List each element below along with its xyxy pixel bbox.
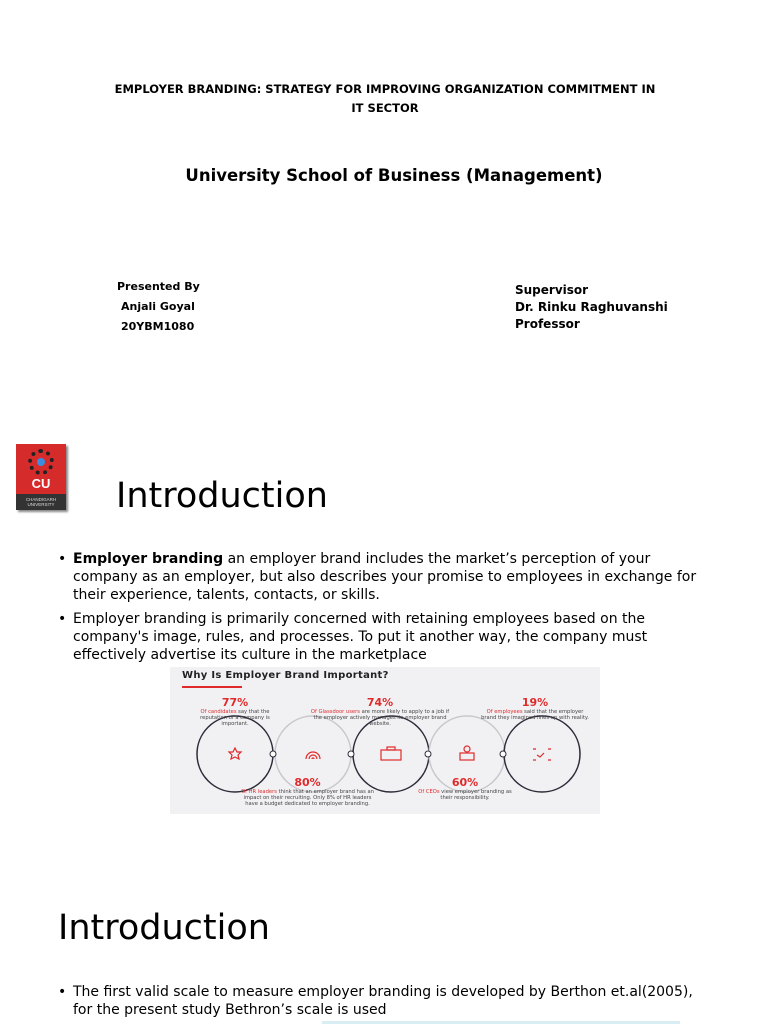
fingerprint-icon [306, 752, 320, 759]
supervisor-label: Supervisor [515, 283, 589, 297]
presenter-name: Anjali Goyal [121, 300, 195, 313]
stat-60: 60% Of CEOs view employer branding as their responsibility. [418, 776, 512, 801]
slide3-bullets [56, 983, 716, 1025]
stat-80: 80% Of HR leaders think that an employer brand has an impact on their recruiting. Only 8% of HR leaders have a budget dedicated to employer branding. [241, 776, 374, 807]
gear-emblem-icon [28, 449, 54, 475]
stat-74: 74% Of Glassdoor users are more likely to apply to a job if the employer actively manages its employer brand website. [310, 696, 450, 727]
logo-subtext: CHANDIGARH UNIVERSITY [16, 494, 66, 510]
slide2-bullets [56, 550, 716, 670]
bullet-item [56, 983, 716, 1019]
user-badge-icon [460, 746, 474, 760]
briefcase-icon [381, 747, 401, 760]
stat-77: 77% Of candidates say that the reputation of a company is important. [200, 696, 270, 727]
logo-text: CU [31, 476, 51, 491]
bullet-item [56, 550, 716, 604]
presenter-id: 20YBM1080 [121, 320, 195, 333]
bullet-bold: Employer branding [73, 551, 224, 567]
supervisor-block [515, 282, 668, 333]
bullet-text: an employer brand includes the market’s perception of your company as an employer, but also describes your promise to employees in exchange for their experience, talents, contacts, or skills. [73, 551, 697, 603]
supervisor-title: Professor [515, 317, 580, 331]
infographic-title: Why Is Employer Brand Important? [182, 670, 389, 681]
thesis-title: EMPLOYER BRANDING: STRATEGY FOR IMPROVING ORGANIZATION COMMITMENT IN IT SECTOR [114, 82, 656, 115]
check-frame-icon [533, 749, 551, 760]
stat-19: 19% Of employees said that the employer brand they imagined lines up with reality. [481, 696, 589, 721]
circle-chain [170, 667, 600, 814]
slide2-heading: Introduction [116, 476, 328, 516]
bullet-item [56, 610, 716, 664]
bullet-text: Employer branding is primarily concerned with retaining employees based on the company's image, rules, and processes. To put it another way, the company must effectively advertise its culture in the marketplace [73, 611, 648, 663]
school-name: University School of Business (Management) [185, 166, 603, 185]
employer-brand-infographic [170, 667, 600, 814]
star-icon [229, 748, 241, 759]
university-logo [16, 444, 66, 510]
presented-by-label: Presented By [117, 280, 200, 293]
bullet-text: The first valid scale to measure employer branding is developed by Berthon et.al(2005), for the present study Bethron’s scale is used [73, 984, 693, 1018]
supervisor-name: Dr. Rinku Raghuvanshi [515, 300, 668, 314]
slide3-heading: Introduction [58, 908, 270, 948]
